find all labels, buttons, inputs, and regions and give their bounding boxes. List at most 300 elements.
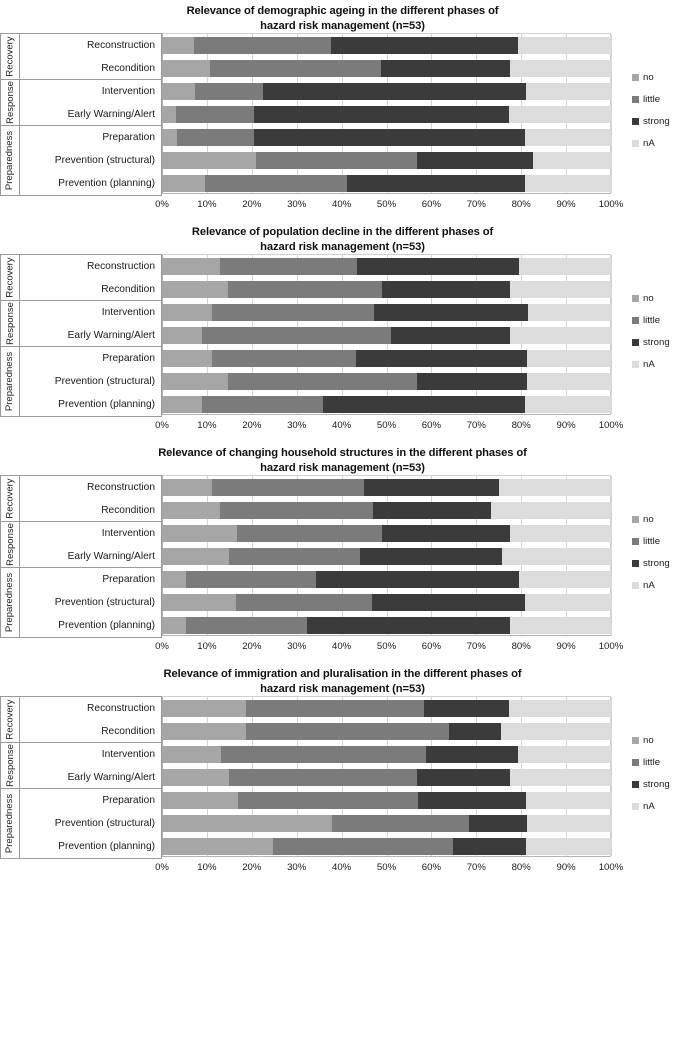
x-tick-70pct: 70% [466,641,486,652]
bar-segment-no [162,746,221,763]
table-row [162,301,610,324]
group-label-response [1,80,19,126]
bar-segment-little [186,571,316,588]
group-label-preparedness [1,347,19,416]
category-axis [19,254,162,417]
group-axis [0,475,19,638]
group-label-text: Recovery [4,257,16,298]
chart-legend [632,72,670,149]
chart-population-decline [0,225,685,435]
legend-item-strong [632,116,670,127]
category-label-text: Early Warning/Alert [67,550,155,562]
category-label-text: Early Warning/Alert [67,329,155,341]
legend-label: little [643,536,661,547]
bar-segment-strong [263,83,526,100]
legend-swatch-little-icon [632,317,639,324]
category-label-prevention-planning [20,835,161,858]
category-label-text: Early Warning/Alert [67,108,155,120]
bar-segment-strong [382,525,510,542]
bar-segment-nA [526,838,611,855]
group-label-text: Recovery [4,36,16,77]
chart-body [0,33,685,196]
bar-segment-little [221,746,426,763]
bar-segment-little [237,525,381,542]
category-label-text: Preparation [102,574,155,585]
legend-label: strong [643,337,670,348]
group-label-text: Response [4,81,16,124]
table-row [162,80,610,103]
gridline-100pct [611,34,612,193]
category-label-text: Intervention [101,749,155,760]
category-label-text: Recondition [101,283,155,295]
bar-segment-strong [360,548,502,565]
legend-item-nA [632,359,670,370]
category-label-recondition [20,57,161,80]
category-label-prevention-planning [20,614,161,637]
bar-segment-no [162,152,256,169]
bar-segment-little [229,769,417,786]
legend-swatch-nA-icon [632,361,639,368]
category-label-intervention [20,522,161,545]
x-axis-ticks [155,638,624,656]
bar-segment-little [212,304,374,321]
bar-rows [162,697,610,858]
category-label-early-warning-alert [20,324,161,347]
x-tick-0pct: 0% [155,199,169,210]
legend-label: little [643,315,661,326]
x-tick-20pct: 20% [242,862,262,873]
bar-segment-nA [510,769,611,786]
bar-segment-little [212,479,364,496]
bar-segment-no [162,304,212,321]
legend-swatch-strong-icon [632,781,639,788]
x-tick-30pct: 30% [287,420,307,431]
category-label-intervention [20,80,161,103]
legend-label: little [643,757,661,768]
bar-segment-no [162,258,220,275]
table-row [162,255,610,278]
x-tick-100pct: 100% [598,420,624,431]
bar-segment-strong [323,396,525,413]
chart-legend [632,514,670,591]
bar-stack [162,304,611,321]
group-label-text: Preparedness [4,351,16,412]
legend-item-no [632,293,670,304]
x-tick-10pct: 10% [197,641,217,652]
bar-segment-no [162,327,202,344]
group-label-text: Preparedness [4,793,16,854]
bar-segment-nA [510,617,611,634]
bar-stack [162,60,611,77]
bar-segment-no [162,60,210,77]
x-tick-60pct: 60% [421,199,441,210]
x-tick-50pct: 50% [376,199,397,210]
group-label-recovery [1,255,19,301]
category-label-prevention-planning [20,172,161,195]
category-label-text: Preparation [102,353,155,364]
category-label-preparation [20,347,161,370]
group-label-text: Response [4,523,16,566]
legend-swatch-no-icon [632,74,639,81]
legend-swatch-little-icon [632,759,639,766]
bar-segment-nA [510,281,611,298]
category-label-prevention-structural [20,149,161,172]
bar-segment-no [162,838,273,855]
bar-segment-little [205,175,347,192]
bar-stack [162,502,611,519]
category-label-early-warning-alert [20,545,161,568]
legend-swatch-no-icon [632,737,639,744]
category-label-prevention-structural [20,370,161,393]
chart-changing-household-structures [0,446,685,656]
chart-body [0,696,685,859]
bar-stack [162,152,611,169]
bar-segment-nA [519,258,611,275]
legend-label: nA [643,359,655,370]
x-tick-10pct: 10% [197,420,217,431]
plot-area [162,254,611,415]
x-tick-50pct: 50% [376,862,397,873]
bar-segment-strong [418,792,526,809]
x-tick-40pct: 40% [331,862,352,873]
legend-label: no [643,293,654,304]
legend-swatch-little-icon [632,538,639,545]
bar-segment-no [162,83,195,100]
bar-segment-nA [510,60,611,77]
bar-segment-strong [453,838,526,855]
bar-segment-strong [424,700,508,717]
category-label-text: Prevention (planning) [58,841,155,852]
group-axis [0,254,19,417]
bar-segment-no [162,106,176,123]
bar-segment-little [256,152,417,169]
category-label-text: Prevention (planning) [58,620,155,631]
x-tick-40pct: 40% [331,199,352,210]
bar-segment-little [202,327,391,344]
legend-label: nA [643,801,655,812]
bar-segment-nA [502,548,611,565]
legend-item-strong [632,779,670,790]
table-row [162,499,610,522]
category-label-recondition [20,499,161,522]
legend-item-strong [632,337,670,348]
bar-segment-no [162,700,246,717]
bar-stack [162,258,611,275]
bar-stack [162,327,611,344]
table-row [162,324,610,347]
bar-stack [162,594,611,611]
chart-body [0,475,685,638]
bar-segment-nA [533,152,611,169]
category-label-prevention-structural [20,812,161,835]
category-label-reconstruction [20,697,161,720]
bar-segment-nA [527,350,611,367]
category-label-recondition [20,720,161,743]
x-tick-70pct: 70% [466,199,486,210]
bar-stack [162,700,611,717]
bar-stack [162,83,611,100]
bar-segment-little [177,129,254,146]
table-row [162,522,610,545]
x-tick-100pct: 100% [598,199,624,210]
bar-segment-no [162,350,212,367]
x-tick-70pct: 70% [466,862,486,873]
chart-immigration-pluralisation [0,667,685,877]
bar-segment-nA [525,594,611,611]
group-label-text: Preparedness [4,572,16,633]
table-row [162,545,610,568]
table-row [162,103,610,126]
bar-segment-nA [518,37,611,54]
legend-swatch-nA-icon [632,582,639,589]
legend-item-nA [632,801,670,812]
bar-segment-little [246,700,425,717]
table-row [162,476,610,499]
table-row [162,697,610,720]
bar-segment-little [210,60,381,77]
chart-title [0,4,685,33]
plot-area [162,33,611,194]
bar-segment-nA [509,106,611,123]
bar-stack [162,571,611,588]
chart-title [0,225,685,254]
bar-segment-no [162,373,228,390]
group-label-response [1,522,19,568]
table-row [162,591,610,614]
x-tick-50pct: 50% [376,641,397,652]
x-tick-80pct: 80% [511,199,531,210]
bar-stack [162,106,611,123]
table-row [162,812,610,835]
legend-label: strong [643,116,670,127]
bar-segment-nA [499,479,611,496]
group-label-recovery [1,476,19,522]
bar-segment-strong [372,594,525,611]
group-label-preparedness [1,568,19,637]
bar-segment-strong [469,815,527,832]
bar-stack [162,815,611,832]
category-label-text: Reconstruction [87,40,155,51]
bar-segment-nA [510,525,611,542]
bar-segment-little [238,792,418,809]
bar-segment-nA [518,746,611,763]
group-label-response [1,301,19,347]
gridline-100pct [611,697,612,856]
chart-demographic-ageing [0,4,685,214]
bar-segment-little [186,617,307,634]
legend-swatch-no-icon [632,295,639,302]
bar-segment-no [162,525,237,542]
category-label-reconstruction [20,476,161,499]
bar-segment-strong [391,327,510,344]
category-label-text: Prevention (planning) [58,399,155,410]
bar-segment-nA [510,327,611,344]
bar-segment-strong [356,350,528,367]
category-label-text: Intervention [101,307,155,318]
legend-item-no [632,514,670,525]
chart-title-line-1: Relevance of changing household structures in the different phases of [158,447,527,459]
table-row [162,614,610,637]
category-axis [19,475,162,638]
table-row [162,34,610,57]
category-label-text: Intervention [101,528,155,539]
bar-segment-nA [525,396,611,413]
bar-segment-little [273,838,453,855]
figure-page [0,4,685,1060]
category-label-prevention-planning [20,393,161,416]
category-label-text: Recondition [101,725,155,737]
table-row [162,278,610,301]
bar-segment-strong [417,152,534,169]
chart-title-line-2: hazard risk management (n=53) [260,682,425,695]
bar-segment-no [162,37,194,54]
bar-segment-strong [449,723,501,740]
category-label-recondition [20,278,161,301]
bar-stack [162,769,611,786]
bar-segment-no [162,769,229,786]
group-label-text: Response [4,302,16,345]
bar-segment-no [162,723,246,740]
x-tick-30pct: 30% [287,862,307,873]
group-axis [0,696,19,859]
legend-swatch-nA-icon [632,803,639,810]
category-label-text: Prevention (structural) [54,818,155,829]
category-label-text: Preparation [102,132,155,143]
x-tick-0pct: 0% [155,641,169,652]
chart-title-line-1: Relevance of demographic ageing in the different phases of [186,5,499,17]
bar-segment-no [162,548,229,565]
x-tick-30pct: 30% [287,641,307,652]
legend-item-little [632,757,670,768]
x-axis-ticks [155,196,624,214]
x-tick-90pct: 90% [556,199,576,210]
chart-title-line-1: Relevance of population decline in the different phases of [191,226,494,238]
category-label-early-warning-alert [20,103,161,126]
category-label-text: Intervention [101,86,155,97]
category-label-text: Prevention (structural) [54,376,155,387]
bar-segment-no [162,815,332,832]
table-row [162,766,610,789]
x-tick-60pct: 60% [421,641,441,652]
bar-segment-nA [528,304,611,321]
bar-stack [162,175,611,192]
legend-label: no [643,72,654,83]
legend-item-little [632,536,670,547]
bar-segment-no [162,396,202,413]
bar-segment-no [162,617,186,634]
chart-title-line-2: hazard risk management (n=53) [260,240,425,253]
bar-rows [162,34,610,195]
bar-segment-nA [526,792,611,809]
bar-segment-strong [373,502,492,519]
category-label-text: Prevention (structural) [54,597,155,608]
bar-segment-little [229,548,360,565]
bar-segment-strong [364,479,499,496]
category-label-reconstruction [20,34,161,57]
bar-rows [162,476,610,637]
x-tick-20pct: 20% [242,641,262,652]
bar-segment-nA [525,175,611,192]
table-row [162,370,610,393]
x-axis-ticks [155,417,624,435]
bar-segment-no [162,129,177,146]
bar-stack [162,792,611,809]
bar-segment-little [202,396,323,413]
chart-title-line-2: hazard risk management (n=53) [260,19,425,32]
group-label-text: Recovery [4,699,16,740]
x-tick-20pct: 20% [242,420,262,431]
bar-segment-strong [417,769,509,786]
chart-body [0,254,685,417]
x-tick-0pct: 0% [155,862,169,873]
bar-stack [162,838,611,855]
bar-segment-nA [525,129,611,146]
table-row [162,126,610,149]
group-label-response [1,743,19,789]
bar-segment-little [228,281,382,298]
group-label-text: Recovery [4,478,16,519]
table-row [162,393,610,416]
x-tick-70pct: 70% [466,420,486,431]
group-label-text: Response [4,744,16,787]
bar-stack [162,479,611,496]
bar-stack [162,281,611,298]
table-row [162,57,610,80]
category-label-text: Prevention (planning) [58,178,155,189]
category-label-preparation [20,568,161,591]
category-label-preparation [20,789,161,812]
bar-segment-nA [509,700,611,717]
bar-segment-nA [519,571,611,588]
legend-label: strong [643,558,670,569]
bar-segment-strong [382,281,511,298]
bar-segment-nA [527,373,611,390]
bar-segment-strong [254,129,525,146]
chart-legend [632,735,670,812]
legend-item-little [632,315,670,326]
bar-segment-little [194,37,330,54]
legend-label: strong [643,779,670,790]
group-label-recovery [1,34,19,80]
category-axis [19,33,162,196]
x-tick-20pct: 20% [242,199,262,210]
category-label-intervention [20,301,161,324]
table-row [162,172,610,195]
bar-stack [162,396,611,413]
chart-title-line-1: Relevance of immigration and pluralisation in the different phases of [163,668,522,680]
legend-swatch-nA-icon [632,140,639,147]
legend-label: little [643,94,661,105]
bar-rows [162,255,610,416]
bar-segment-strong [426,746,518,763]
bar-stack [162,746,611,763]
bar-segment-little [220,258,357,275]
x-tick-10pct: 10% [197,199,217,210]
legend-swatch-no-icon [632,516,639,523]
bar-segment-no [162,594,236,611]
table-row [162,789,610,812]
legend-swatch-strong-icon [632,560,639,567]
plot-area [162,475,611,636]
bar-segment-strong [381,60,509,77]
bar-segment-little [195,83,263,100]
x-axis-ticks [155,859,624,877]
table-row [162,347,610,370]
category-label-prevention-structural [20,591,161,614]
bar-segment-no [162,281,228,298]
bar-stack [162,723,611,740]
bar-segment-strong [347,175,524,192]
